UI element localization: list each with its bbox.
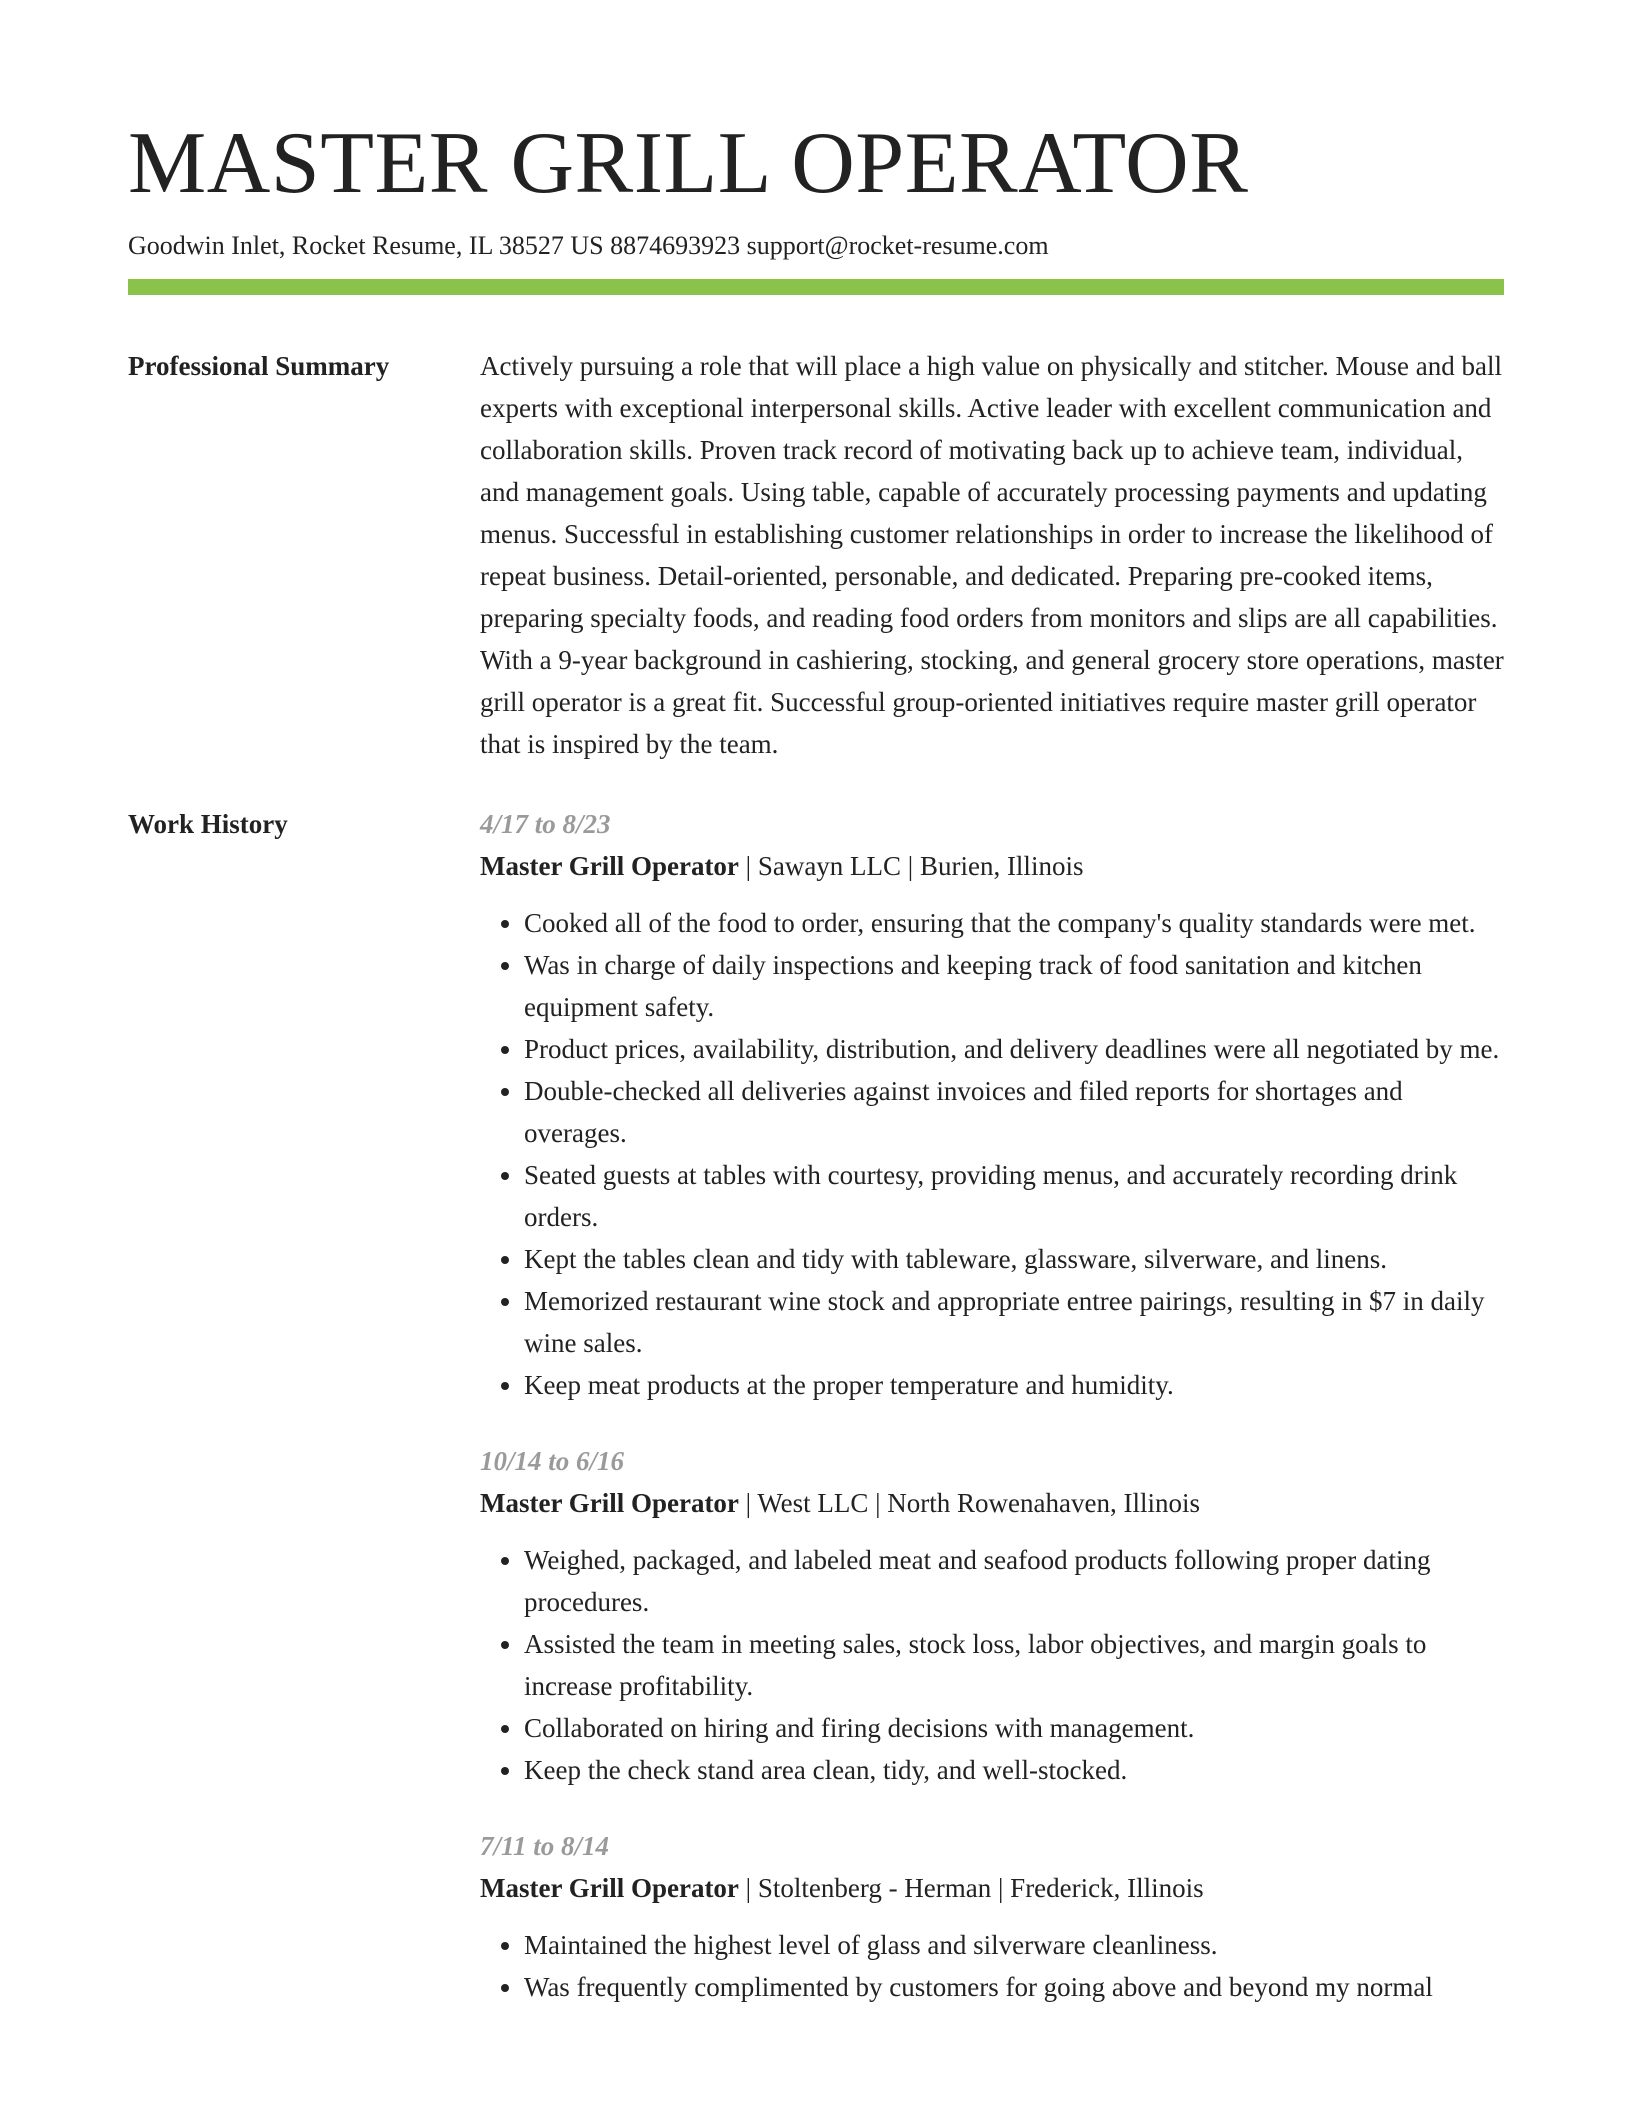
job-role: Master Grill Operator <box>480 851 739 882</box>
summary-body <box>480 345 1504 765</box>
list-item: • Maintained the highest level of glass and silverware cleanliness. <box>524 1924 1504 1966</box>
section-title-work: Work History <box>128 809 288 840</box>
job-dates: 7/11 to 8/14 <box>480 1831 610 1862</box>
list-item: • Keep the check stand area clean, tidy, and well-stocked. <box>524 1749 1504 1791</box>
list-item: • Collaborated on hiring and firing decisions with management. <box>524 1707 1504 1749</box>
job-title-line <box>480 1867 1504 1909</box>
job-bullets <box>480 902 1504 1406</box>
list-item: • Was in charge of daily inspections and keeping track of food sanitation and kitchen equipment safety. <box>524 944 1504 1028</box>
job-details: | West LLC | North Rowenahaven, Illinois <box>738 1488 1200 1519</box>
professional-summary-section <box>128 345 1504 765</box>
list-item: • Keep meat products at the proper temperature and humidity. <box>524 1364 1504 1406</box>
summary-text: Actively pursuing a role that will place a high value on physically and stitcher. Mouse and ball experts with exceptional interpersonal skills. Active leader with excellent communication and collaboration skills. Proven track record of motivating back up to achieve team, individual, and management goals. Using table, capable of accurately processing payments and updating menus. Successful in establishing customer relationships in order to increase the likelihood of repeat business. Detail-oriented, personable, and dedicated. Preparing pre-cooked items, preparing specialty foods, and reading food orders from monitors and slips are all capabilities. With a 9-year background in cashiering, stocking, and general grocery store operations, master grill operator is a great fit. Successful group-oriented initiatives require master grill operator that is inspired by the team. <box>480 351 1504 760</box>
resume-name: MASTER GRILL OPERATOR <box>128 115 1249 212</box>
list-item: • Was frequently complimented by customers for going above and beyond my normal <box>524 1966 1504 2008</box>
list-item: • Assisted the team in meeting sales, stock loss, labor objectives, and margin goals to increase profitability. <box>524 1623 1504 1707</box>
job-title-line <box>480 1482 1504 1524</box>
job-title-line <box>480 845 1504 887</box>
job-role: Master Grill Operator <box>480 1488 739 1519</box>
list-item: • Memorized restaurant wine stock and appropriate entree pairings, resulting in $7 in daily wine sales. <box>524 1280 1504 1364</box>
work-history-section <box>128 803 1504 2008</box>
job-dates: 4/17 to 8/23 <box>480 809 611 840</box>
job-role: Master Grill Operator <box>480 1873 739 1904</box>
contact-line: Goodwin Inlet, Rocket Resume, IL 38527 US 8874693923 support@rocket-resume.com <box>128 231 1049 260</box>
job-entry <box>480 1825 1504 2008</box>
list-item: • Double-checked all deliveries against invoices and filed reports for shortages and overages. <box>524 1070 1504 1154</box>
resume-page <box>128 115 1504 2008</box>
accent-divider <box>128 279 1504 295</box>
job-bullets <box>480 1539 1504 1791</box>
work-history-body <box>480 803 1504 2008</box>
section-title-summary: Professional Summary <box>128 351 390 382</box>
job-dates: 10/14 to 6/16 <box>480 1446 625 1477</box>
list-item: • Weighed, packaged, and labeled meat and seafood products following proper dating procedures. <box>524 1539 1504 1623</box>
job-entry <box>480 1440 1504 1791</box>
job-entry <box>480 803 1504 1406</box>
job-details: | Sawayn LLC | Burien, Illinois <box>738 851 1084 882</box>
list-item: • Cooked all of the food to order, ensuring that the company's quality standards were met. <box>524 902 1504 944</box>
list-item: • Kept the tables clean and tidy with tableware, glassware, silverware, and linens. <box>524 1238 1504 1280</box>
list-item: • Seated guests at tables with courtesy, providing menus, and accurately recording drink orders. <box>524 1154 1504 1238</box>
list-item: • Product prices, availability, distribution, and delivery deadlines were all negotiated by me. <box>524 1028 1504 1070</box>
job-bullets <box>480 1924 1504 2008</box>
job-details: | Stoltenberg - Herman | Frederick, Illinois <box>738 1873 1204 1904</box>
